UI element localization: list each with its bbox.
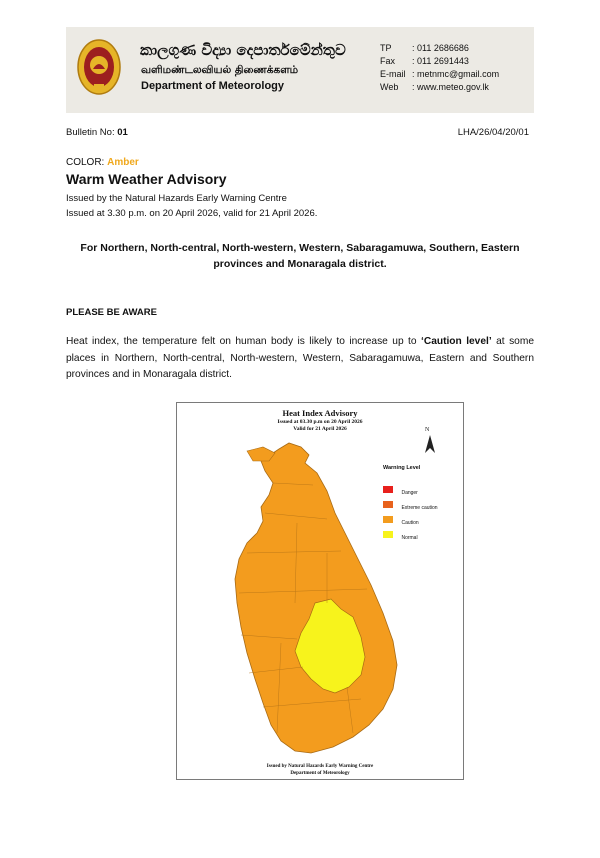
contact-fax <box>380 56 469 66</box>
contact-web <box>380 82 489 92</box>
contact-value: : metnmc@gmail.com <box>412 69 500 79</box>
contact-email <box>380 69 499 79</box>
issued-by: Issued by the Natural Hazards Early Warning Centre <box>66 193 287 204</box>
map-valid-line: Valid for 21 April 2026 <box>293 426 347 432</box>
aware-heading: PLEASE BE AWARE <box>66 307 157 318</box>
contact-key: E-mail <box>380 69 406 79</box>
sri-lanka-map <box>177 403 463 779</box>
affected-regions: For Northern, North-central, North-western, Western, Sabaragamuwa, Southern, Eastern provinces and Monaragala district. <box>80 242 520 270</box>
contact-value: : www.meteo.gov.lk <box>412 82 489 92</box>
heat-index-map <box>176 402 464 780</box>
map-footer-issuer: Issued by Natural Hazards Early Warning Centre <box>266 764 374 769</box>
map-footer-dept: Department of Meteorology <box>290 771 350 776</box>
bulletin-number: Bulletin No: 01 <box>66 127 128 138</box>
advisory-color: COLOR: Amber <box>66 157 139 168</box>
legend-label: Extreme caution <box>401 505 438 511</box>
legend-label: Normal <box>401 535 418 541</box>
issued-at: Issued at 3.30 p.m. on 20 April 2026, valid for 21 April 2026. <box>66 208 318 219</box>
island-caution-region <box>235 443 397 753</box>
bulletin-number-value: 01 <box>117 127 128 138</box>
legend-title: Warning Level <box>383 465 421 471</box>
map-title: Heat Index Advisory <box>282 408 358 418</box>
bulletin-reference: LHA/26/04/20/01 <box>457 127 529 138</box>
advisory-color-value: Amber <box>107 157 139 168</box>
peninsula-caution-region <box>247 447 275 461</box>
contact-phone <box>380 43 469 53</box>
legend-label: Caution <box>401 520 419 526</box>
caution-level-emphasis: ‘Caution level’ <box>421 336 492 347</box>
north-label: N <box>425 427 430 433</box>
sri-lanka-emblem-icon <box>76 36 122 98</box>
contact-key: Web <box>380 82 399 92</box>
map-issued-line: Issued at 03.30 p.m on 20 April 2026 <box>277 419 363 425</box>
org-name-sinhala: කාලගුණ විද්‍යා දෙපාර්තමේන්තුව <box>140 41 346 59</box>
contact-value: : 011 2686686 <box>412 43 469 53</box>
advisory-title: Warm Weather Advisory <box>66 171 227 187</box>
legend-label: Danger <box>401 490 418 496</box>
org-name-tamil: வளிமண்டலவியல் திணைக்களம் <box>141 64 299 76</box>
contact-value: : 011 2691443 <box>412 56 469 66</box>
org-name-english: Department of Meteorology <box>141 80 285 92</box>
contact-key: Fax <box>380 56 396 66</box>
contact-key: TP <box>380 43 392 53</box>
advisory-paragraph: Heat index, the temperature felt on human body is likely to increase up to ‘Caution level’ at some places in Northern, North-central, North-western, Western, Sabaragamuwa, Eastern and Southern provinces and in Monaragala district. <box>66 336 534 380</box>
